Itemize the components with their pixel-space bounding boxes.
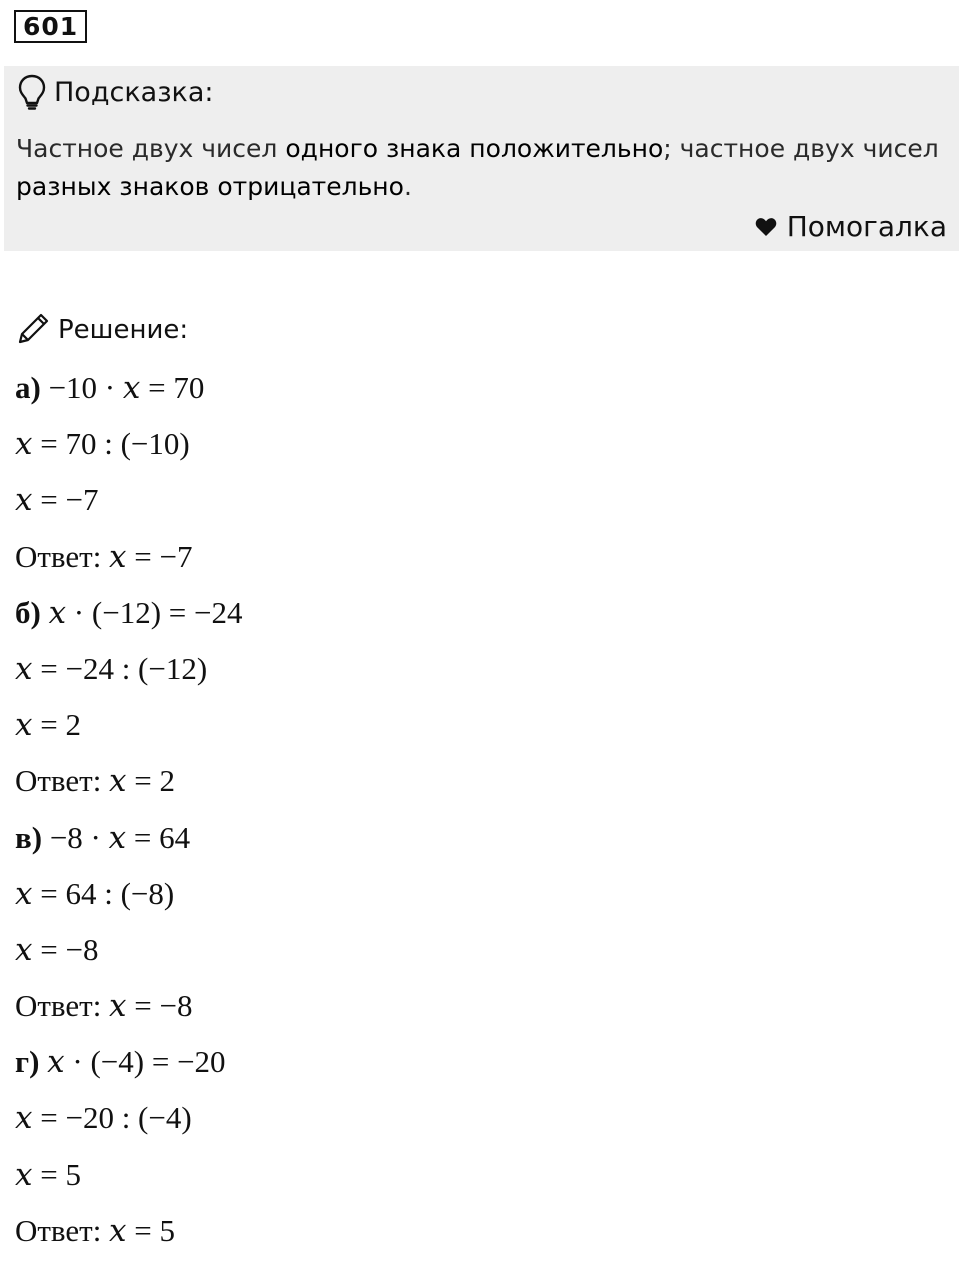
credit: [755, 210, 947, 243]
solution-line: Ответ: 𝑥 = 5: [15, 1212, 176, 1248]
solution-line: в) −8 · 𝑥 = 64: [15, 819, 191, 855]
solution-line: г) 𝑥 · (−4) = −20: [15, 1044, 226, 1080]
solution-line: 𝑥 = 64 : (−8): [15, 875, 175, 911]
solution-lines: [15, 362, 242, 1261]
solution-line: 𝑥 = 2: [15, 707, 81, 743]
pencil-icon: [16, 310, 52, 351]
lightbulb-icon: [18, 74, 46, 110]
solution-title: Решение:: [58, 315, 189, 345]
solution-line: 𝑥 = 5: [15, 1156, 81, 1192]
hint-emphasis-same-sign: одного знака положительно: [285, 134, 664, 163]
solution-line: а) −10 · 𝑥 = 70: [15, 370, 205, 405]
hint-header: [18, 74, 214, 110]
solution-line: Ответ: 𝑥 = −7: [15, 538, 193, 574]
task-number: 601: [14, 10, 87, 43]
solution-line: 𝑥 = 70 : (−10): [15, 426, 190, 462]
solution-header: [16, 310, 188, 350]
hint-emphasis-different-sign: разных знаков отрицательно: [16, 172, 404, 201]
heart-icon: [755, 217, 777, 237]
solution-line: 𝑥 = −24 : (−12): [15, 650, 208, 686]
solution-line: 𝑥 = −8: [15, 931, 99, 967]
solution-line: 𝑥 = −7: [15, 482, 99, 518]
solution-line: б) 𝑥 · (−12) = −24: [15, 594, 243, 630]
solution-line: 𝑥 = −20 : (−4): [15, 1100, 192, 1136]
solution-line: Ответ: 𝑥 = 2: [15, 763, 176, 799]
hint-title: Подсказка:: [54, 76, 214, 108]
hint-text: Частное двух чисел одного знака положительно; частное двух чисел разных знаков отрицательно.: [16, 134, 939, 201]
credit-label: Помогалка: [786, 210, 947, 243]
solution-line: Ответ: 𝑥 = −8: [15, 988, 193, 1024]
hint-box: [4, 66, 959, 251]
